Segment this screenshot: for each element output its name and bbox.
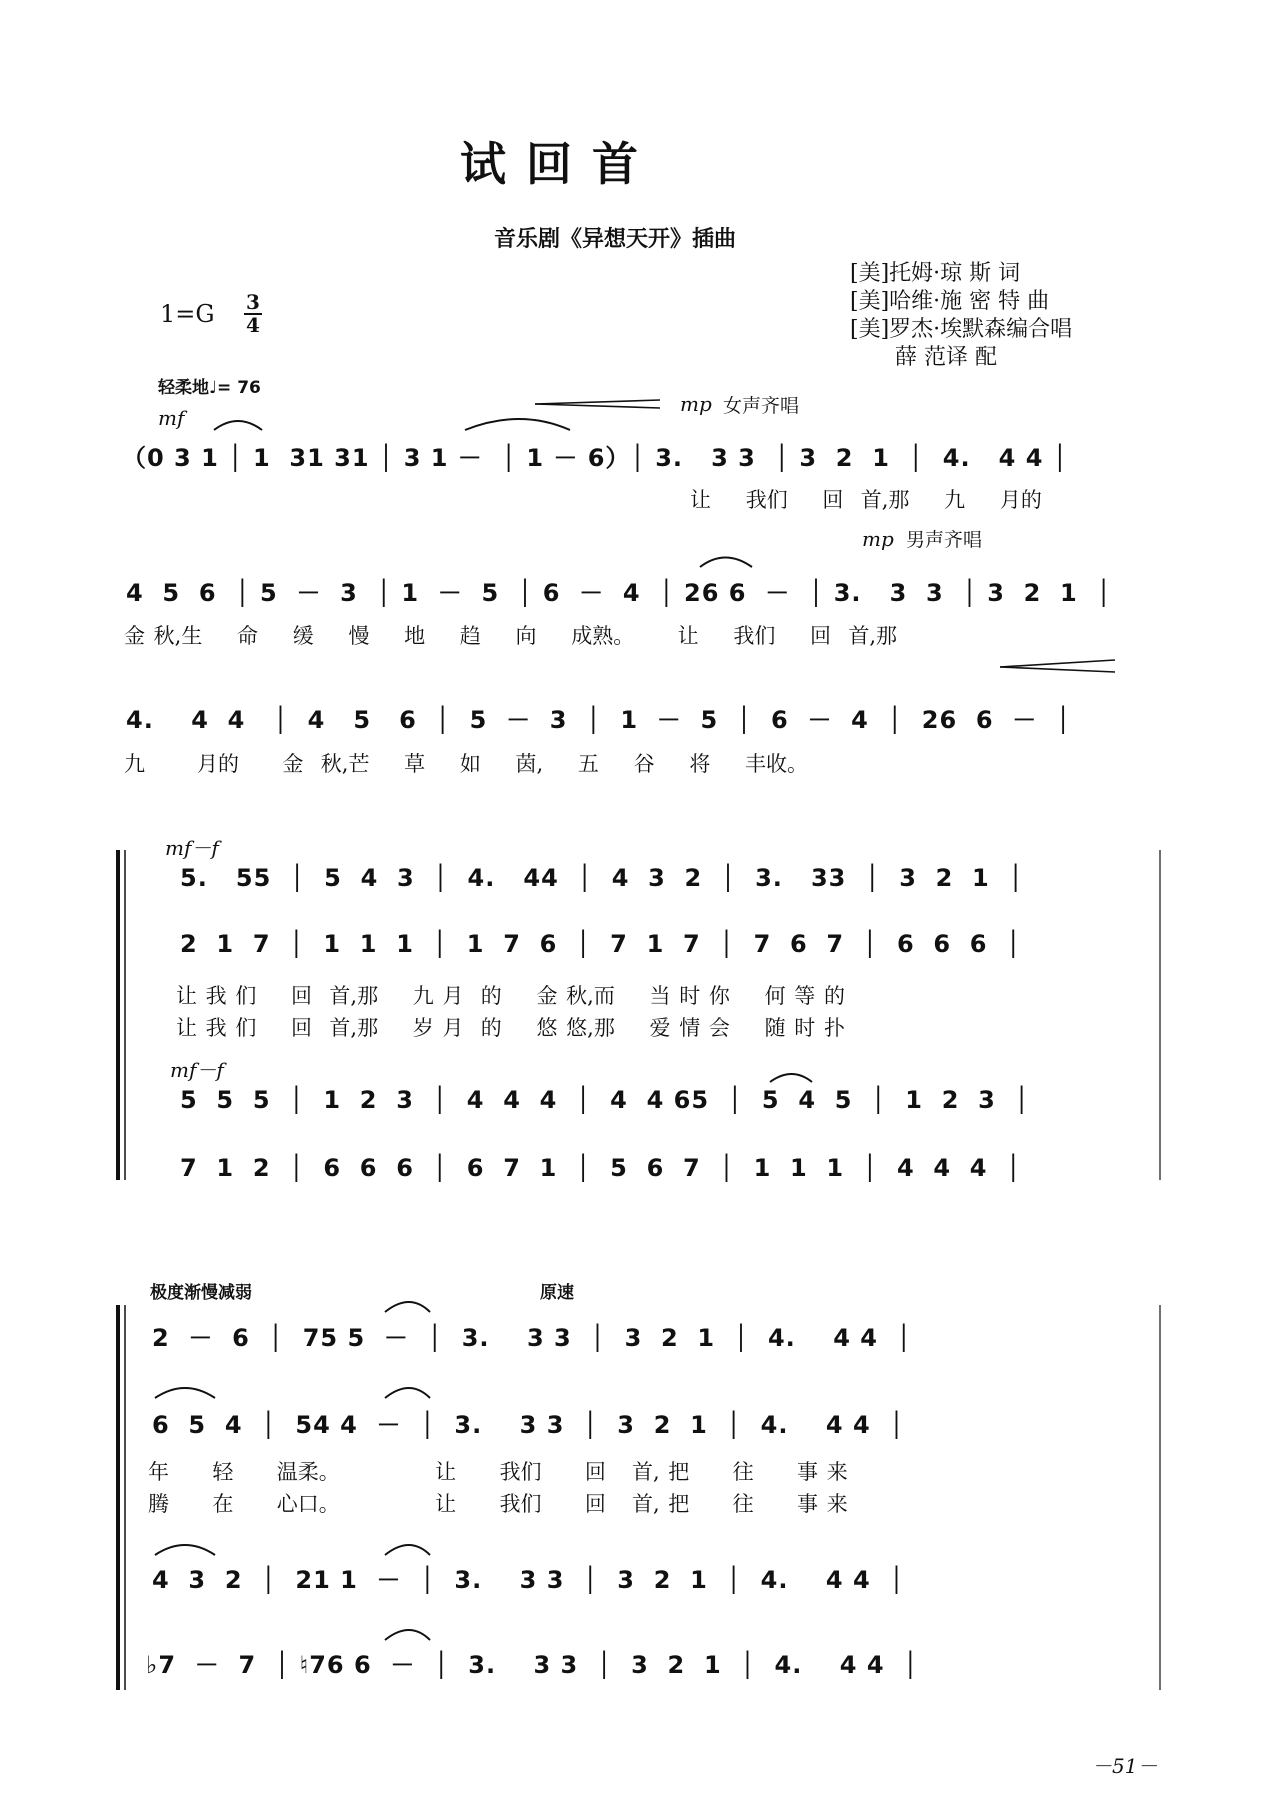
hairpin-line [1000, 660, 1115, 667]
hairpin-line [535, 404, 660, 408]
slur [155, 1545, 215, 1555]
slur [385, 1388, 430, 1398]
system5-lyrics-verse1: 年 轻 温柔。 让 我们 回 首, 把 往 事 来 [148, 1460, 848, 1484]
system4-staff3: 5 5 5 │ 1 2 3 │ 4 4 4 │ 4 4 65 │ 5 4 5 │ 1 2 3 │ [180, 1086, 1030, 1114]
tempo-value: = 76 [217, 378, 261, 398]
system5-staff4: ♭7 － 7 │ ♮76 6 － │ 3. 3 3 │ 3 2 1 │ 4. 4 4 │ [146, 1651, 919, 1679]
system4-staff2: 2 1 7 │ 1 1 1 │ 1 7 6 │ 7 1 7 │ 7 6 7 │ 6 6 6 │ [180, 930, 1022, 958]
system5-lyrics-verse2: 腾 在 心口。 让 我们 回 首, 把 往 事 来 [148, 1492, 848, 1516]
system3-notes: 4. 4 4 │ 4 5 6 │ 5 － 3 │ 1 － 5 │ 6 － 4 │ 26 6 － │ [126, 706, 1072, 734]
slur [385, 1545, 430, 1555]
quarter-note-icon: ♩ [209, 378, 218, 398]
slur [385, 1302, 430, 1312]
slur [700, 558, 752, 568]
dynamic-mf-f-lower: mf－f [170, 1058, 224, 1082]
hairpin-line [1000, 667, 1115, 672]
slur [385, 1630, 430, 1640]
song-title: 试 回 首 [460, 137, 641, 191]
credit-lyricist: [美]托姆·琼 斯 词 [850, 261, 1021, 286]
system5-staff1: 2 － 6 │ 75 5 － │ 3. 3 3 │ 3 2 1 │ 4. 4 4 │ [152, 1324, 913, 1352]
dynamic-mp-male: mp [862, 527, 894, 551]
system3-lyrics: 九 月的 金 秋,芒 草 如 茵, 五 谷 将 丰收。 [124, 752, 809, 776]
system4-lyrics-verse2: 让 我 们 回 首,那 岁 月 的 悠 悠,那 爱 情 会 随 时 扑 [176, 1016, 845, 1040]
system2-notes: 4 5 6 │ 5 － 3 │ 1 － 5 │ 6 － 4 │ 26 6 － │ 3. 3 3 │ 3 2 1 │ [126, 579, 1112, 607]
tempo-text: 轻柔地 [158, 378, 209, 398]
voice-label-female: 女声齐唱 [723, 395, 800, 417]
slur [465, 419, 570, 430]
system4-staff1: 5. 55 │ 5 4 3 │ 4. 44 │ 4 3 2 │ 3. 33 │ 3 2 1 │ [180, 864, 1024, 892]
credit-translator: 薛 范译 配 [895, 345, 997, 370]
system5-staff2: 6 5 4 │ 54 4 － │ 3. 3 3 │ 3 2 1 │ 4. 4 4 │ [152, 1411, 905, 1439]
hairpin-line [535, 400, 660, 404]
voice-label-male: 男声齐唱 [906, 529, 983, 551]
time-signature-bottom: 4 [246, 313, 260, 337]
system2-lyrics: 金 秋,生 命 缓 慢 地 趋 向 成熟。 让 我们 回 首,那 [124, 624, 898, 648]
system5-staff3: 4 3 2 │ 21 1 － │ 3. 3 3 │ 3 2 1 │ 4. 4 4 │ [152, 1566, 905, 1594]
time-signature-top: 3 [246, 290, 260, 314]
tempo-ritardando: 极度渐慢减弱 [150, 1283, 252, 1303]
system4-lyrics-verse1: 让 我 们 回 首,那 九 月 的 金 秋,而 当 时 你 何 等 的 [176, 984, 845, 1008]
tempo-a-tempo: 原速 [540, 1283, 574, 1303]
page-number: －51－ [1092, 1754, 1158, 1778]
slur [214, 421, 262, 430]
credit-arranger: [美]罗杰·埃默森编合唱 [850, 317, 1073, 342]
credit-composer: [美]哈维·施 密 特 曲 [850, 289, 1050, 314]
slur [155, 1388, 215, 1398]
system1-lyrics: 让 我们 回 首,那 九 月的 [690, 488, 1042, 512]
system4-staff4: 7 1 2 │ 6 6 6 │ 6 7 1 │ 5 6 7 │ 1 1 1 │ 4 4 4 │ [180, 1154, 1022, 1182]
song-subtitle: 音乐剧《异想天开》插曲 [494, 226, 737, 252]
dynamic-mf-f-upper: mf－f [165, 836, 219, 860]
system1-notes: （0 3 1 │ 1 31 31 │ 3 1 － │ 1 － 6）│ 3. 3 3 │ 3 2 1 │ 4. 4 4 │ [122, 444, 1069, 472]
slur [770, 1074, 812, 1082]
dynamic-mp: mp [680, 392, 712, 416]
key-signature: 1=G [160, 300, 215, 328]
dynamic-mf: mf [158, 406, 185, 430]
